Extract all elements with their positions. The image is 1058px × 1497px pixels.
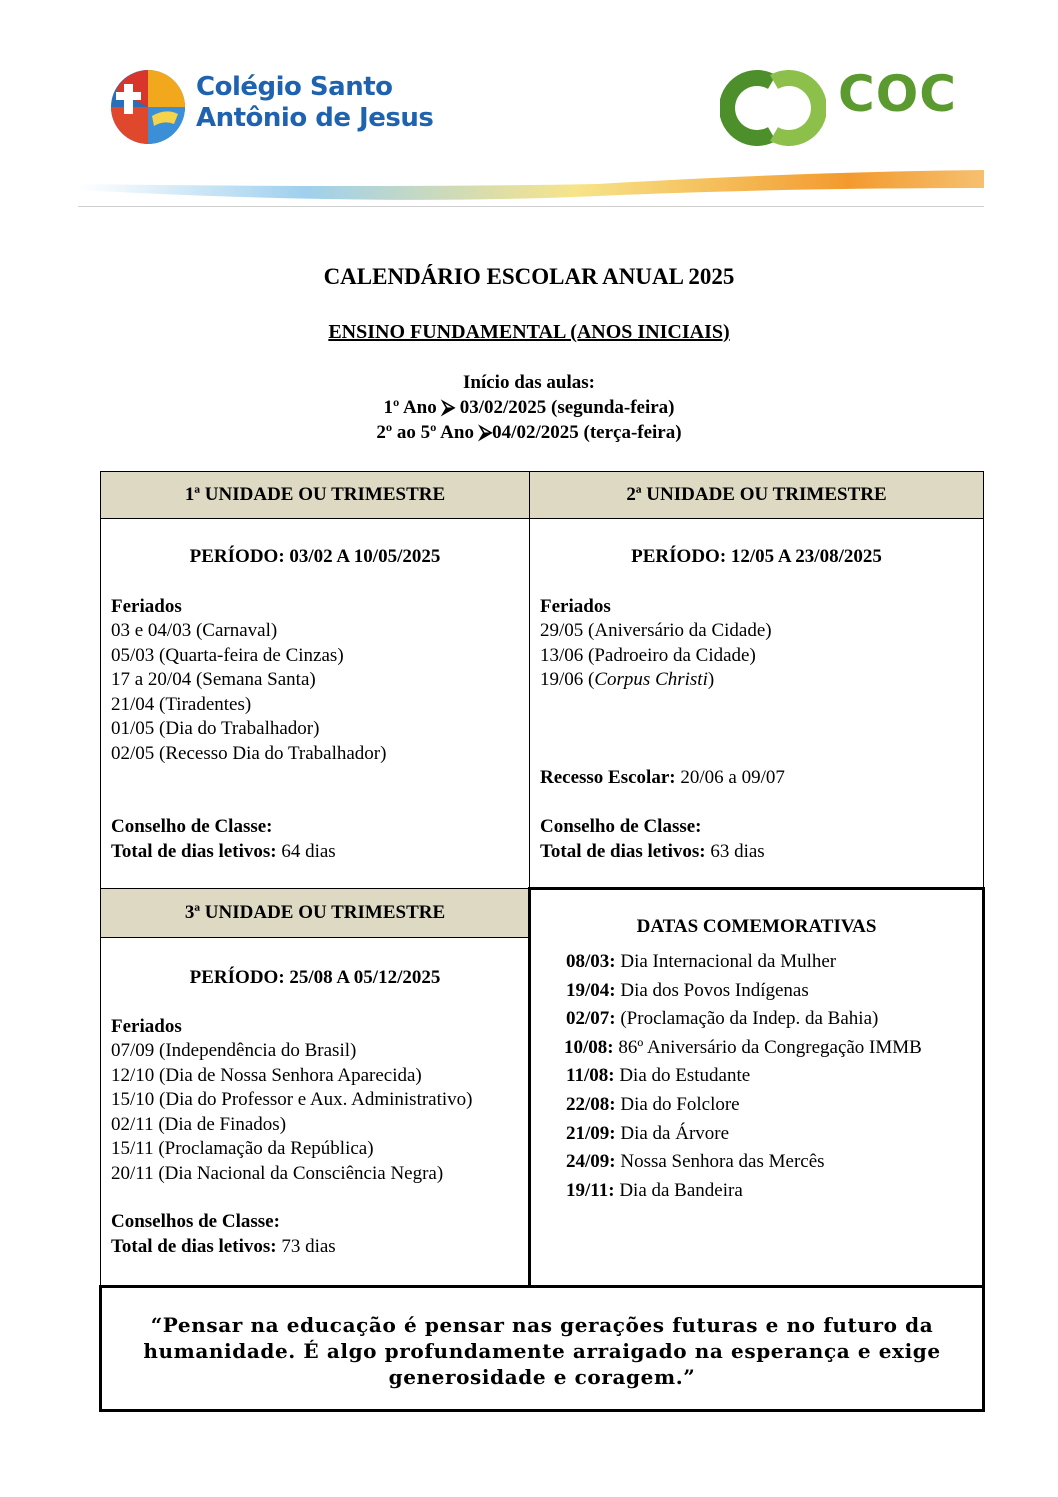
list-item: 20/11 (Dia Nacional da Consciência Negra) <box>111 1162 444 1184</box>
coc-emblem-icon <box>720 70 826 146</box>
unit3-period: PERÍODO: 25/08 A 05/12/2025 <box>189 967 441 988</box>
unit3-council-label: Conselhos de Classe: <box>111 1211 280 1232</box>
quote-box <box>99 1285 985 1412</box>
unit2-council-label: Conselho de Classe: <box>540 816 702 837</box>
unit1-council-label: Conselho de Classe: <box>111 816 273 837</box>
list-item: 01/05 (Dia do Trabalhador) <box>111 718 320 739</box>
commemorative-list <box>531 948 982 1205</box>
unit2-header: 2ª UNIDADE OU TRIMESTRE <box>529 471 984 519</box>
school-name-line1: Colégio Santo <box>196 72 393 102</box>
unit2-recess <box>540 766 973 791</box>
holiday3-italic: Corpus Christi <box>594 669 708 690</box>
unit2-holidays-label: Feriados <box>540 595 611 617</box>
unit2-body <box>529 518 984 889</box>
page-title: CALENDÁRIO ESCOLAR ANUAL 2025 <box>323 264 735 289</box>
list-item: 17 a 20/04 (Semana Santa) <box>111 669 316 690</box>
unit3-header: 3ª UNIDADE OU TRIMESTRE <box>100 888 530 938</box>
unit2-recess-label: Recesso Escolar: <box>540 766 676 788</box>
school-emblem-icon <box>108 68 188 146</box>
unit2-total-value: 63 dias <box>705 840 765 862</box>
list-item: 07/09 (Independência do Brasil) <box>111 1040 357 1061</box>
list-item: 13/06 (Padroeiro da Cidade) <box>540 644 756 666</box>
date: 08/03: <box>566 951 616 972</box>
header-divider <box>78 206 984 207</box>
date: 10/08: <box>564 1036 614 1058</box>
commemorative-title: DATAS COMEMORATIVAS <box>636 916 877 937</box>
list-item <box>566 1091 982 1120</box>
school-name-line2: Antônio de Jesus <box>196 103 434 133</box>
date: 22/08: <box>566 1093 616 1115</box>
unit1-total-label: Total de dias letivos: <box>111 840 277 862</box>
page-subtitle <box>0 321 1058 344</box>
unit2-period: PERÍODO: 12/05 A 23/08/2025 <box>631 546 882 567</box>
list-item <box>566 977 982 1006</box>
list-item: 15/10 (Dia do Professor e Aux. Administrativo) <box>111 1089 473 1110</box>
date: 24/09: <box>566 1151 616 1173</box>
list-item: 15/11 (Proclamação da República) <box>111 1138 374 1159</box>
date: 11/08: <box>566 1065 615 1087</box>
start-line1: 1º Ano ⮚ 03/02/2025 (segunda-feira) <box>383 397 675 418</box>
date: 19/11: <box>566 1179 615 1201</box>
list-item <box>566 948 982 977</box>
description: (Proclamação da Indep. da Bahia) <box>615 1008 879 1030</box>
list-item <box>564 1034 982 1063</box>
quote-line3: generosidade e coragem.” <box>388 1365 696 1389</box>
unit2-holiday-list <box>540 619 973 693</box>
unit2-total <box>540 840 973 865</box>
unit1-header: 1ª UNIDADE OU TRIMESTRE <box>100 471 530 519</box>
date: 02/07: <box>566 1008 616 1030</box>
header-swoosh <box>78 166 984 208</box>
unit3-holiday-list <box>111 1039 519 1186</box>
description: Dia do Estudante <box>614 1065 751 1087</box>
class-start-info <box>0 370 1058 445</box>
date: 19/04: <box>566 979 616 1001</box>
coc-wordmark: COC <box>838 65 957 123</box>
list-item: 05/03 (Quarta-feira de Cinzas) <box>111 644 344 666</box>
list-item: 02/05 (Recesso Dia do Trabalhador) <box>111 742 387 764</box>
holiday3-prefix: 19/06 ( <box>540 669 595 690</box>
list-item: 29/05 (Aniversário da Cidade) <box>540 620 772 641</box>
unit1-holidays-label: Feriados <box>111 595 182 617</box>
list-item <box>566 1148 982 1177</box>
unit3-holidays-label: Feriados <box>111 1015 182 1037</box>
start-heading: Início das aulas: <box>463 372 595 393</box>
description: Dia da Bandeira <box>614 1179 743 1201</box>
quote-line2: humanidade. É algo profundamente arraigado na esperança e exige <box>143 1339 941 1363</box>
description: Nossa Senhora das Mercês <box>615 1151 825 1173</box>
description: Dia da Árvore <box>615 1122 730 1144</box>
description: Dia do Folclore <box>615 1093 740 1115</box>
coc-logo <box>718 66 978 150</box>
unit3-total-value: 73 dias <box>276 1235 336 1257</box>
start-line2: 2º ao 5º Ano ⮚04/02/2025 (terça-feira) <box>376 422 682 443</box>
unit1-total-value: 64 dias <box>276 840 336 862</box>
date: 21/09: <box>566 1122 616 1144</box>
subtitle-text: ENSINO FUNDAMENTAL (ANOS INICIAIS) <box>328 321 730 343</box>
unit1-period: PERÍODO: 03/02 A 10/05/2025 <box>189 546 441 567</box>
list-item: 12/10 (Dia de Nossa Senhora Aparecida) <box>111 1064 422 1086</box>
list-item: 03 e 04/03 (Carnaval) <box>111 620 278 641</box>
school-logo <box>108 66 468 148</box>
list-item <box>566 1177 982 1206</box>
list-item: 21/04 (Tiradentes) <box>111 693 252 715</box>
unit2-recess-value: 20/06 a 09/07 <box>675 766 785 788</box>
description: Dia dos Povos Indígenas <box>615 979 809 1001</box>
list-item <box>540 668 973 693</box>
unit3-total-label: Total de dias letivos: <box>111 1235 277 1257</box>
description: Dia Internacional da Mulher <box>615 951 837 972</box>
unit1-total <box>111 840 519 865</box>
description: 86º Aniversário da Congregação IMMB <box>613 1036 922 1058</box>
unit2-total-label: Total de dias letivos: <box>540 840 706 862</box>
unit3-total <box>111 1235 519 1260</box>
list-item <box>566 1120 982 1149</box>
commemorative-dates-box <box>528 887 985 1288</box>
quote-line1: “Pensar na educação é pensar nas gerações futuras e no futuro da <box>150 1313 934 1337</box>
list-item <box>566 1005 982 1034</box>
unit1-body <box>100 518 530 889</box>
unit3-body <box>100 937 530 1286</box>
holiday3-suffix: ) <box>707 669 715 690</box>
list-item: 02/11 (Dia de Finados) <box>111 1113 287 1135</box>
list-item <box>566 1062 982 1091</box>
unit1-holiday-list <box>111 619 519 766</box>
